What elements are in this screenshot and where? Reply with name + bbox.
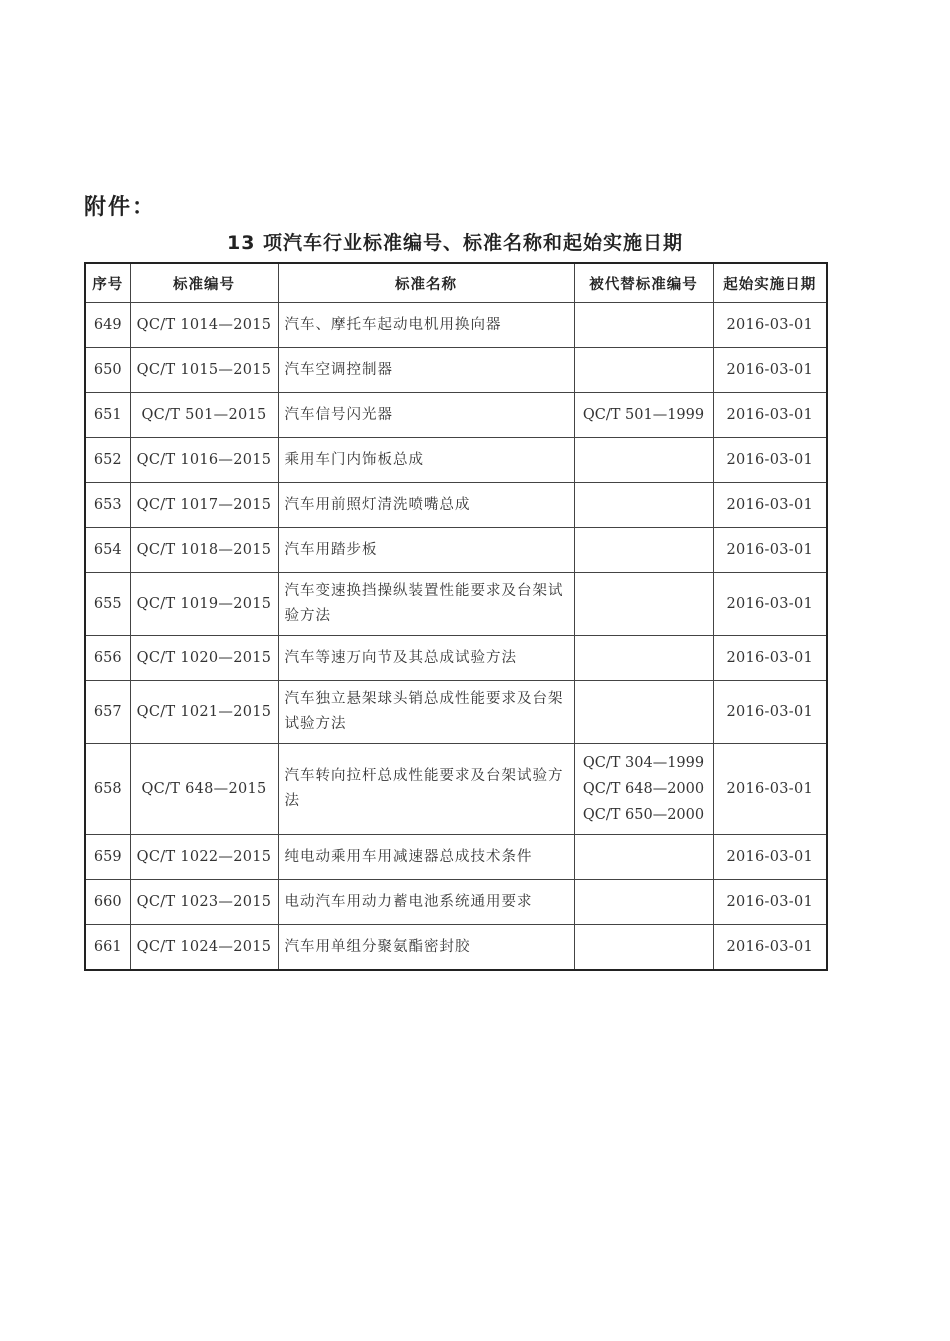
row-standard-name: 汽车等速万向节及其总成试验方法: [278, 636, 574, 681]
table-row: [85, 438, 827, 483]
row-standard-name: 汽车用踏步板: [278, 528, 574, 573]
row-seq: 659: [85, 835, 130, 880]
document-title: 13 项汽车行业标准编号、标准名称和起始实施日期: [226, 232, 684, 254]
row-standard-name: 汽车独立悬架球头销总成性能要求及台架试验方法: [278, 681, 574, 744]
row-seq: 654: [85, 528, 130, 573]
row-effective-date: 2016-03-01: [713, 573, 827, 636]
row-standard-code: QC/T 1019—2015: [130, 573, 278, 636]
row-effective-date: 2016-03-01: [713, 393, 827, 438]
row-standard-name: 汽车转向拉杆总成性能要求及台架试验方法: [278, 744, 574, 835]
row-seq: 658: [85, 744, 130, 835]
row-effective-date: 2016-03-01: [713, 303, 827, 348]
row-effective-date: 2016-03-01: [713, 880, 827, 925]
table-row: [85, 880, 827, 925]
row-replaced-codes: [574, 636, 713, 681]
table-row: [85, 483, 827, 528]
row-effective-date: 2016-03-01: [713, 835, 827, 880]
row-effective-date: 2016-03-01: [713, 925, 827, 971]
table-row: [85, 744, 827, 835]
row-standard-name: 汽车用前照灯清洗喷嘴总成: [278, 483, 574, 528]
row-standard-name: 纯电动乘用车用减速器总成技术条件: [278, 835, 574, 880]
replaced-code: QC/T 650—2000: [582, 807, 705, 823]
row-replaced-codes: [574, 744, 713, 835]
table-header-row: [85, 263, 827, 303]
row-replaced-codes: [574, 348, 713, 393]
row-standard-name: 汽车空调控制器: [278, 348, 574, 393]
row-seq: 653: [85, 483, 130, 528]
row-standard-code: QC/T 1023—2015: [130, 880, 278, 925]
row-standard-name: 汽车、摩托车起动电机用换向器: [278, 303, 574, 348]
row-standard-name: 乘用车门内饰板总成: [278, 438, 574, 483]
row-seq: 649: [85, 303, 130, 348]
table-row: [85, 573, 827, 636]
header-seq: 序号: [85, 263, 130, 303]
row-replaced-codes: [574, 303, 713, 348]
row-seq: 655: [85, 573, 130, 636]
attachment-label: 附件：: [84, 195, 157, 220]
row-replaced-codes: [574, 483, 713, 528]
table-row: [85, 835, 827, 880]
table-row: [85, 303, 827, 348]
table-row: [85, 348, 827, 393]
row-standard-code: QC/T 1018—2015: [130, 528, 278, 573]
row-standard-code: QC/T 1020—2015: [130, 636, 278, 681]
row-standard-code: QC/T 501—2015: [130, 393, 278, 438]
table-row: [85, 925, 827, 971]
header-name: 标准名称: [278, 263, 574, 303]
row-seq: 661: [85, 925, 130, 971]
row-seq: 651: [85, 393, 130, 438]
row-standard-code: QC/T 1022—2015: [130, 835, 278, 880]
table-row: [85, 681, 827, 744]
row-replaced-codes: [574, 438, 713, 483]
row-effective-date: 2016-03-01: [713, 636, 827, 681]
row-replaced-codes: [574, 528, 713, 573]
row-standard-code: QC/T 1014—2015: [130, 303, 278, 348]
replaced-code: QC/T 304—1999: [582, 755, 705, 771]
row-seq: 657: [85, 681, 130, 744]
row-replaced-codes: [574, 835, 713, 880]
row-seq: 650: [85, 348, 130, 393]
standards-table: [84, 262, 828, 971]
row-effective-date: 2016-03-01: [713, 528, 827, 573]
header-code: 标准编号: [130, 263, 278, 303]
row-standard-name: 电动汽车用动力蓄电池系统通用要求: [278, 880, 574, 925]
row-replaced-codes: [574, 393, 713, 438]
row-standard-code: QC/T 1021—2015: [130, 681, 278, 744]
replaced-code: QC/T 501—1999: [582, 407, 705, 423]
row-standard-code: QC/T 1015—2015: [130, 348, 278, 393]
row-standard-name: 汽车变速换挡操纵装置性能要求及台架试验方法: [278, 573, 574, 636]
replaced-code: QC/T 648—2000: [582, 781, 705, 797]
row-replaced-codes: [574, 880, 713, 925]
row-effective-date: 2016-03-01: [713, 348, 827, 393]
row-replaced-codes: [574, 925, 713, 971]
row-seq: 652: [85, 438, 130, 483]
table-row: [85, 528, 827, 573]
header-date: 起始实施日期: [713, 263, 827, 303]
row-effective-date: 2016-03-01: [713, 483, 827, 528]
row-standard-code: QC/T 1024—2015: [130, 925, 278, 971]
row-standard-code: QC/T 648—2015: [130, 744, 278, 835]
row-seq: 656: [85, 636, 130, 681]
table-body: [85, 303, 827, 971]
row-seq: 660: [85, 880, 130, 925]
row-replaced-codes: [574, 573, 713, 636]
row-effective-date: 2016-03-01: [713, 681, 827, 744]
row-standard-code: QC/T 1016—2015: [130, 438, 278, 483]
row-effective-date: 2016-03-01: [713, 744, 827, 835]
row-standard-name: 汽车用单组分聚氨酯密封胶: [278, 925, 574, 971]
row-standard-code: QC/T 1017—2015: [130, 483, 278, 528]
row-replaced-codes: [574, 681, 713, 744]
table-row: [85, 636, 827, 681]
row-effective-date: 2016-03-01: [713, 438, 827, 483]
row-standard-name: 汽车信号闪光器: [278, 393, 574, 438]
header-replaced: 被代替标准编号: [574, 263, 713, 303]
table-row: [85, 393, 827, 438]
